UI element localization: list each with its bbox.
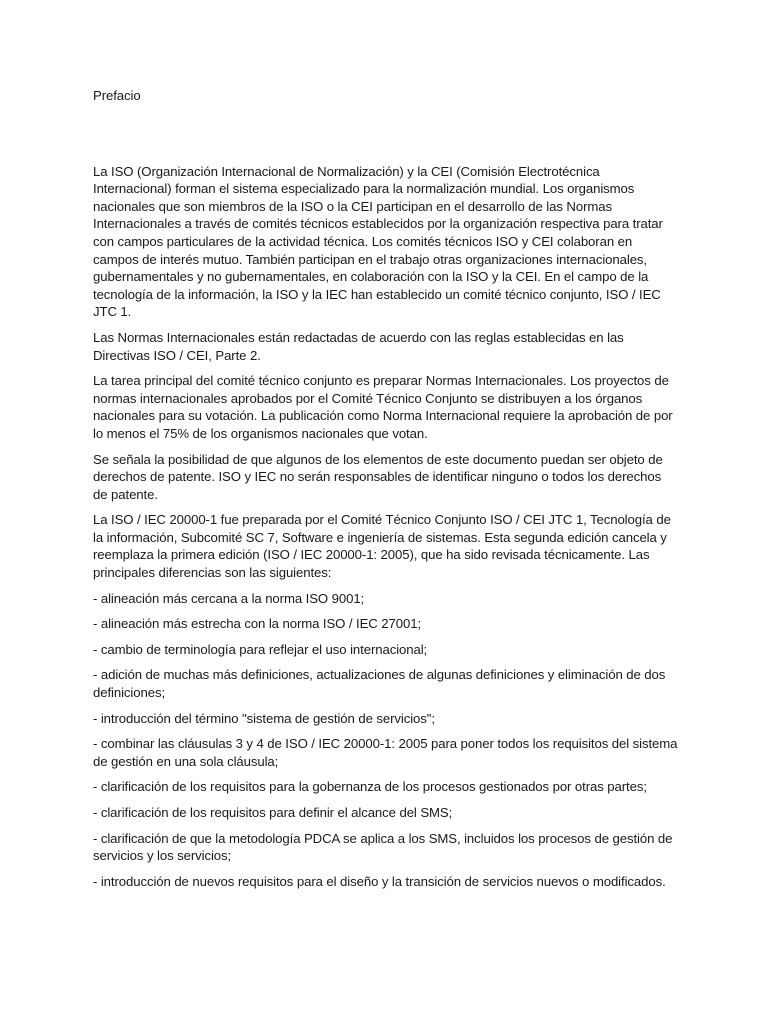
differences-list [93,590,678,891]
list-item: - clarificación de que la metodología PDCA se aplica a los SMS, incluidos los procesos de gestión de servicios y los servicios; [93,830,673,864]
list-item: - clarificación de los requisitos para definir el alcance del SMS; [93,805,453,820]
list-item: - alineación más estrecha con la norma ISO / IEC 27001; [93,616,422,632]
section-heading: Prefacio [93,88,141,103]
document-body [93,87,678,898]
list-item: - introducción del término "sistema de gestión de servicios"; [93,710,435,726]
list-item: - introducción de nuevos requisitos para el diseño y la transición de servicios nuevos o modificados. [93,873,666,889]
list-item: - cambio de terminología para reflejar el uso internacional; [93,641,428,657]
heading-spacer [93,105,678,163]
paragraph-organizations: La ISO (Organización Internacional de Normalización) y la CEI (Comisión Electrotécnica Internacional) forman el sistema especializado para la normalización mundial. Los organismos nacionales que son miembros de la ISO o la CEI participan en el desarrollo de las Normas Internacionales a través de comités técnicos establecidos por la organización respectiva para tratar con campos particulares de la actividad técnica. Los comités técnicos ISO y CEI colaboran en campos de interés mutuo. También participan en el trabajo otras organizaciones internacionales, gubernamentales y no gubernamentales, en colaboración con la ISO y la CEI. En el campo de la tecnología de la información, la ISO y la IEC han establecido un comité técnico conjunto, ISO / IEC JTC 1. [93,163,663,320]
list-item: - clarificación de los requisitos para la gobernanza de los procesos gestionados por otras partes; [93,779,647,795]
list-item: - adición de muchas más definiciones, actualizaciones de algunas definiciones y eliminación de dos definiciones; [93,667,666,701]
list-item: - alineación más cercana a la norma ISO 9001; [93,590,365,606]
paragraph-patent-rights: Se señala la posibilidad de que algunos de los elementos de este documento puedan ser objeto de derechos de patente. ISO y IEC no serán responsables de identificar ninguno o todos los derechos de patente. [93,451,663,502]
paragraph-main-task: La tarea principal del comité técnico conjunto es preparar Normas Internacionales. Los proyectos de normas internacionales aprobados por el Comité Técnico Conjunto se distribuyen a los órganos nacionales para su votación. La publicación como Norma Internacional requiere la aprobación de por lo menos el 75% de los organismos nacionales que votan. [93,373,673,441]
list-item: - combinar las cláusulas 3 y 4 de ISO / IEC 20000-1: 2005 para poner todos los requisitos del sistema de gestión en una sola cláusula; [93,736,678,769]
paragraph-directives: Las Normas Internacionales están redactadas de acuerdo con las reglas establecidas en las Directivas ISO / CEI, Parte 2. [93,329,624,363]
paragraph-preparation: La ISO / IEC 20000-1 fue preparada por el Comité Técnico Conjunto ISO / CEI JTC 1, Tecnología de la información, Subcomité SC 7, Software e ingeniería de sistemas. Esta segunda edición cancela y reemplaza la primera edición (ISO / IEC 20000-1: 2005), que ha sido revisada técnicamente. Las principales diferencias son las siguientes: [93,512,671,581]
